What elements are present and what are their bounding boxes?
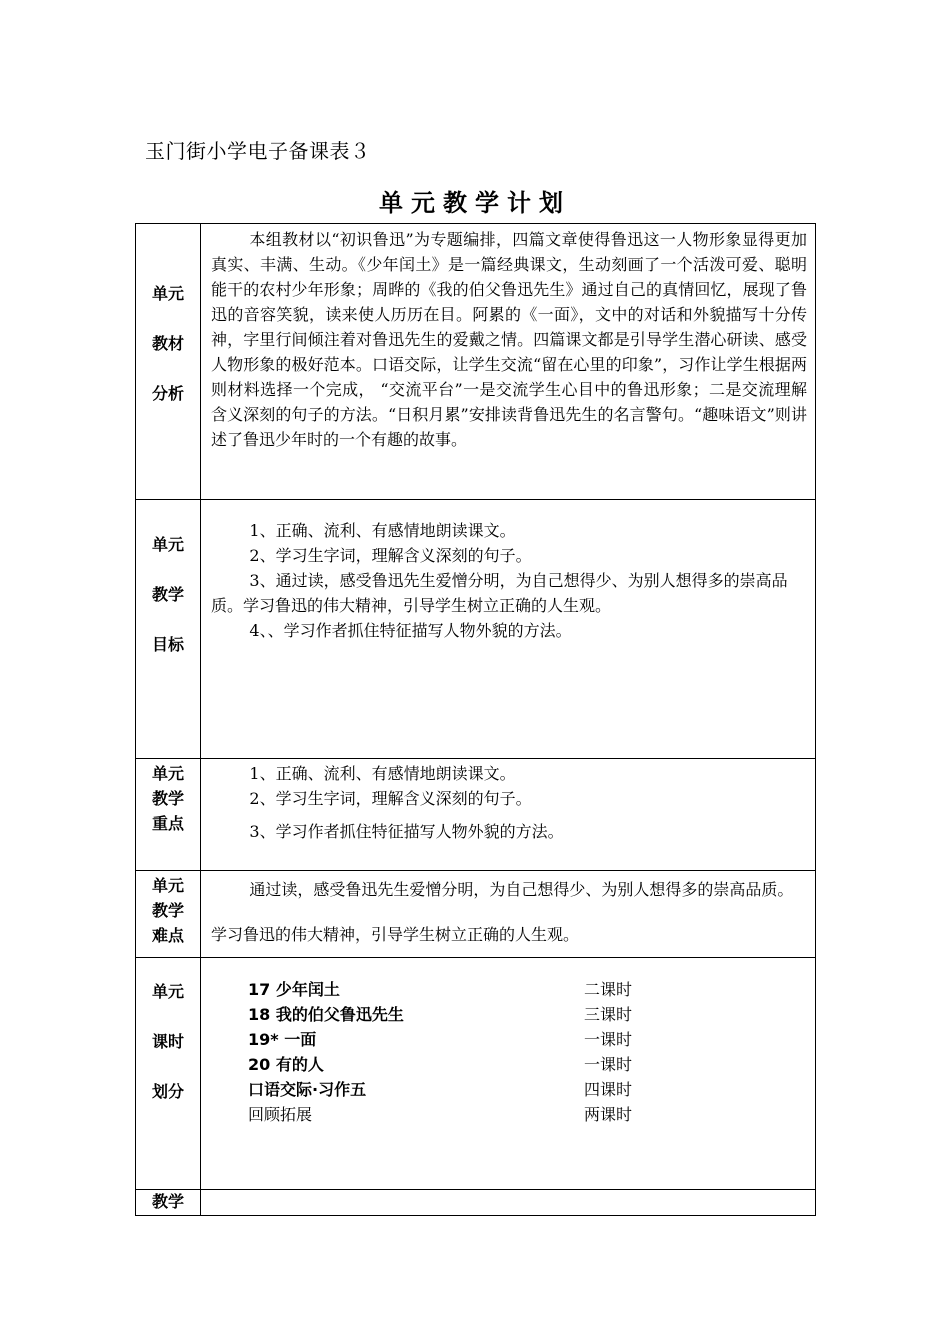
label-line: 单元 [151, 764, 184, 783]
lesson-plan-table [135, 223, 816, 1216]
label-goals [136, 500, 201, 759]
goal-item: 4、、学习作者抓住特征描写人物外貌的方法。 [249, 621, 572, 640]
label-line: 课时 [151, 1032, 184, 1051]
lesson-hours: 两课时 [584, 1105, 633, 1124]
label-line: 划分 [151, 1082, 184, 1101]
difficulties-text: 通过读，感受鲁迅先生爱憎分明，为自己想得少、为别人想得多的崇高品质。学习鲁迅的伟大精神，引导学生树立正确的人生观。 [211, 880, 794, 944]
lesson-name: 19* 一面 [248, 1030, 317, 1049]
lesson-hours: 四课时 [584, 1080, 633, 1099]
label-key-points [136, 759, 201, 871]
school-title: 玉门街小学电子备课表３ [145, 139, 371, 163]
label-line: 教学 [151, 901, 184, 920]
label-difficulties [136, 871, 201, 958]
label-line: 重点 [151, 814, 184, 833]
content-difficulties [201, 871, 816, 958]
row-goals [136, 500, 816, 759]
lesson-hours: 三课时 [584, 1005, 633, 1024]
lesson-hours: 一课时 [584, 1030, 633, 1049]
label-line: 教学 [151, 585, 184, 604]
schedule-row [201, 1077, 807, 1102]
row-last [136, 1190, 816, 1216]
content-schedule [201, 958, 816, 1190]
content-goals [201, 500, 816, 759]
label-line: 单元 [151, 535, 184, 554]
goal-item: 2、学习生字词，理解含义深刻的句子。 [249, 546, 532, 565]
row-schedule [136, 958, 816, 1190]
lesson-name: 18 我的伯父鲁迅先生 [248, 1005, 404, 1024]
row-analysis [136, 224, 816, 500]
label-line: 难点 [151, 926, 184, 945]
key-point-item: 3、学习作者抓住特征描写人物外貌的方法。 [249, 822, 564, 841]
content-key-points [201, 759, 816, 871]
key-point-item: 2、学习生字词，理解含义深刻的句子。 [249, 789, 532, 808]
schedule-row [201, 1027, 807, 1052]
label-line: 单元 [151, 876, 184, 895]
schedule-row [201, 977, 807, 1002]
label-last [136, 1190, 201, 1216]
row-key-points [136, 759, 816, 871]
schedule-row [201, 1002, 807, 1027]
goal-item: 3、通过读，感受鲁迅先生爱憎分明，为自己想得少、为别人想得多的崇高品质。学习鲁迅的伟大精神，引导学生树立正确的人生观。 [211, 571, 788, 615]
row-difficulties [136, 871, 816, 958]
label-line: 分析 [151, 384, 184, 403]
lesson-name: 回顾拓展 [248, 1105, 313, 1124]
lesson-hours: 二课时 [584, 980, 633, 999]
label-analysis [136, 224, 201, 500]
key-point-item: 1、正确、流利、有感情地朗读课文。 [249, 764, 516, 783]
plan-title: 单元教学计划 [379, 189, 571, 217]
lesson-name: 口语交际·习作五 [248, 1080, 367, 1099]
analysis-text: 本组教材以“初识鲁迅”为专题编排，四篇文章使得鲁迅这一人物形象显得更加真实、丰满、生动。《少年闰土》是一篇经典课文，生动刻画了一个活泼可爱、聪明能干的农村少年形象；周晔的《我的伯父鲁迅先生》通过自己的真情回忆，展现了鲁迅的音容笑貌，读来使人历历在目。阿累的《一面》，文中的对话和外貌描写十分传神，字里行间倾注着对鲁迅先生的爱戴之情。四篇课文都是引导学生潜心研读、感受人物形象的极好范本。口语交际，让学生交流“留在心里的印象”，习作让学生根据两则材料选择一个完成， “交流平台”一是交流学生心目中的鲁迅形象；二是交流理解含义深刻的句子的方法。“日积月累”安排读背鲁迅先生的名言警句。“趣味语文”则讲述了鲁迅少年时的一个有趣的故事。 [211, 230, 807, 449]
label-line: 教学 [151, 789, 184, 808]
label-line: 目标 [151, 635, 184, 654]
goal-item: 1、正确、流利、有感情地朗读课文。 [249, 521, 516, 540]
lesson-name: 20 有的人 [248, 1055, 324, 1074]
lesson-name: 17 少年闰土 [248, 980, 340, 999]
label-line: 教材 [151, 334, 184, 353]
schedule-row [201, 1052, 807, 1077]
label-line: 单元 [151, 284, 184, 303]
schedule-row [201, 1102, 807, 1127]
label-line: 单元 [151, 982, 184, 1001]
content-analysis [201, 224, 816, 500]
label-line: 教学 [151, 1192, 184, 1211]
content-last [201, 1190, 816, 1216]
lesson-hours: 一课时 [584, 1055, 633, 1074]
label-schedule [136, 958, 201, 1190]
